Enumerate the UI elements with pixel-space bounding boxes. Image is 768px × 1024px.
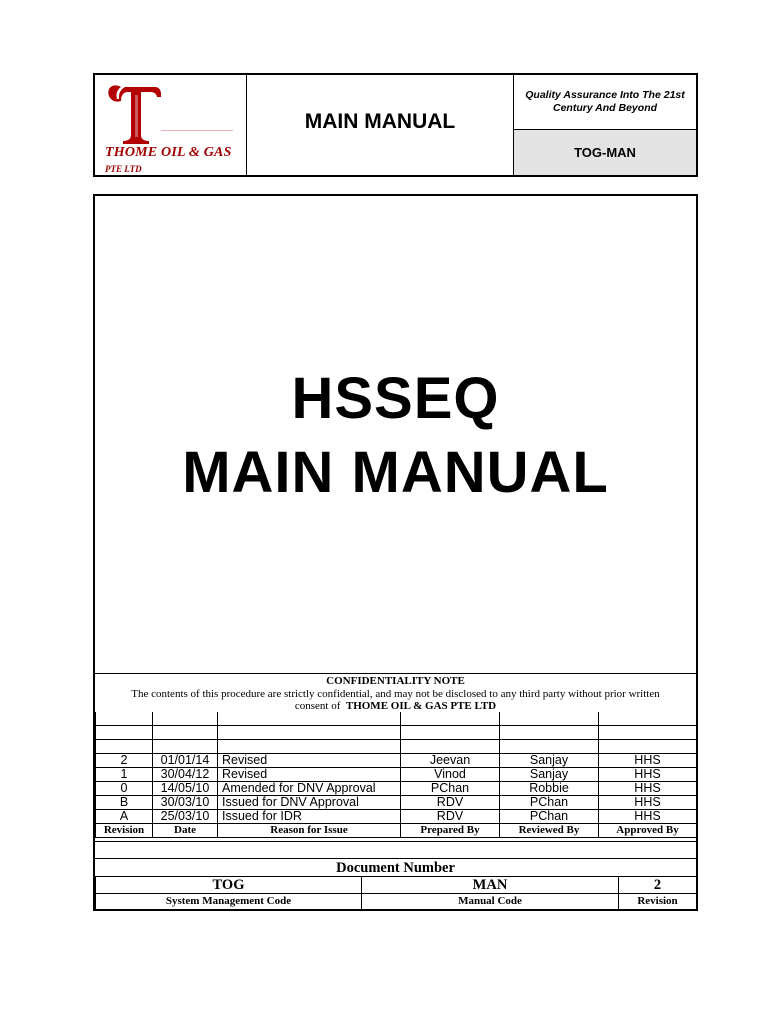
manual-code-value: MAN [362,877,619,894]
document-header [93,73,698,177]
empty-cell [401,712,500,726]
revision-history-table [95,712,697,838]
document-code: TOG-MAN [514,130,696,175]
company-tagline: Quality Assurance Into The 21st Century And Beyond [514,75,696,130]
revision-cell: Sanjay [500,768,599,782]
empty-cell [218,726,401,740]
empty-cell [500,740,599,754]
revision-column-header: Revision [96,824,153,838]
revision-cell: 1 [96,768,153,782]
revision-cell: PChan [500,796,599,810]
empty-revision-row [96,712,697,726]
manual-code-label: Manual Code [362,894,619,910]
revision-label: Revision [619,894,697,910]
revision-row [96,754,697,768]
confidentiality-note [95,673,696,713]
revision-column-header: Date [153,824,218,838]
header-title: MAIN MANUAL [247,75,514,175]
revision-cell: Vinod [401,768,500,782]
cover-title-line1: HSSEQ [291,366,500,431]
empty-cell [218,740,401,754]
revision-cell: 30/04/12 [153,768,218,782]
revision-cell: HHS [599,754,697,768]
revision-cell: B [96,796,153,810]
revision-cell: PChan [500,810,599,824]
revision-cell: 0 [96,782,153,796]
revision-cell: Sanjay [500,754,599,768]
empty-revision-row [96,726,697,740]
empty-cell [218,712,401,726]
confidentiality-text: The contents of this procedure are strictly confidential, and may not be disclosed to any third party without prior written [131,687,660,700]
consent-prefix: consent of [294,700,341,712]
empty-cell [153,726,218,740]
company-suffix: PTE LTD [105,164,142,174]
revision-header-row [96,824,697,838]
revision-cell: 14/05/10 [153,782,218,796]
document-number-table [95,876,697,909]
empty-cell [599,712,697,726]
revision-column-header: Reviewed By [500,824,599,838]
empty-cell [153,740,218,754]
revision-column-header: Reason for Issue [218,824,401,838]
revision-cell: A [96,810,153,824]
empty-cell [153,712,218,726]
revision-cell: HHS [599,810,697,824]
document-number-labels [96,894,697,910]
empty-revision-row [96,740,697,754]
revision-value: 2 [619,877,697,894]
system-management-code-label: System Management Code [96,894,362,910]
revision-row [96,768,697,782]
revision-column-header: Approved By [599,824,697,838]
revision-cell: Amended for DNV Approval [218,782,401,796]
empty-cell [599,740,697,754]
revision-cell: Robbie [500,782,599,796]
revision-cell: 25/03/10 [153,810,218,824]
document-number-title: Document Number [95,858,696,876]
cover-page-frame [93,194,698,911]
empty-cell [401,740,500,754]
revision-cell: HHS [599,768,697,782]
empty-cell [599,726,697,740]
revision-cell: Jeevan [401,754,500,768]
revision-cell: Issued for IDR [218,810,401,824]
company-name: THOME OIL & GAS [105,145,232,160]
revision-row [96,810,697,824]
document-number-values [96,877,697,894]
revision-row [96,782,697,796]
revision-row [96,796,697,810]
revision-cell: HHS [599,796,697,810]
revision-cell: Issued for DNV Approval [218,796,401,810]
header-right-block [514,75,696,175]
revision-cell: Revised [218,768,401,782]
empty-cell [96,726,153,740]
company-logo-block [95,75,247,175]
company-logo-t-icon [105,81,165,145]
revision-column-header: Prepared By [401,824,500,838]
empty-cell [500,726,599,740]
revision-cell: RDV [401,810,500,824]
revision-cell: 30/03/10 [153,796,218,810]
logo-underline [161,130,233,131]
empty-cell [96,712,153,726]
empty-cell [401,726,500,740]
revision-cell: PChan [401,782,500,796]
revision-cell: Revised [218,754,401,768]
revision-cell: RDV [401,796,500,810]
system-management-code-value: TOG [96,877,362,894]
cover-title-line2: MAIN MANUAL [182,440,609,505]
confidentiality-heading: CONFIDENTIALITY NOTE [326,675,465,687]
empty-cell [96,740,153,754]
revision-cell: 01/01/14 [153,754,218,768]
revision-cell: HHS [599,782,697,796]
spacer-row [95,841,696,858]
consent-company: THOME OIL & GAS PTE LTD [345,700,497,712]
confidentiality-consent [95,700,696,713]
revision-cell: 2 [96,754,153,768]
empty-cell [500,712,599,726]
